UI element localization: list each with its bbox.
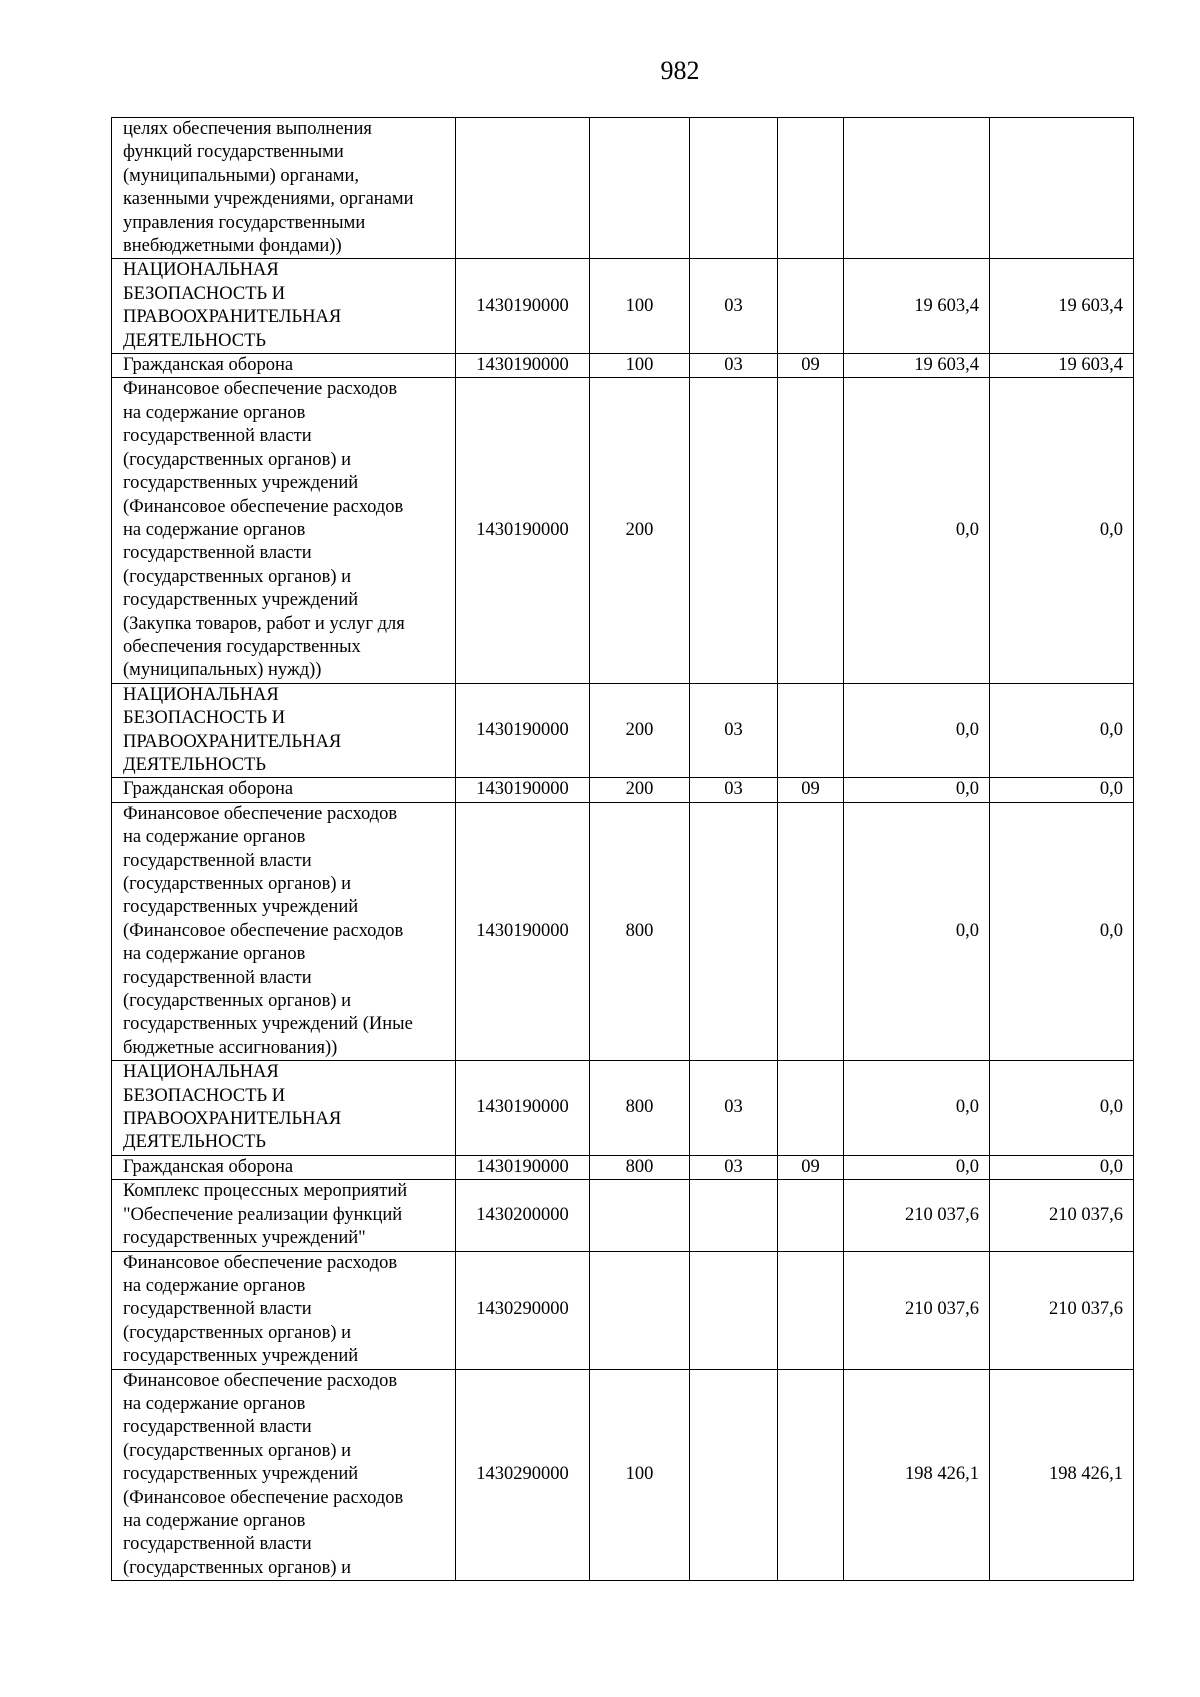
target-code-cell: 1430190000 [456, 354, 590, 378]
target-code-cell: 1430290000 [456, 1369, 590, 1581]
amount-2-cell: 198 426,1 [990, 1369, 1134, 1581]
subsection-cell [778, 1180, 844, 1251]
table-row [112, 1155, 1134, 1179]
section-cell: 03 [690, 778, 778, 802]
target-code-cell: 1430190000 [456, 683, 590, 778]
target-code-cell: 1430290000 [456, 1251, 590, 1369]
section-cell: 03 [690, 1155, 778, 1179]
row-name-cell: Финансовое обеспечение расходов на содержание органов государственной власти (государственных органов) и государственных учреждений [112, 1251, 456, 1369]
expense-type-cell: 100 [590, 354, 690, 378]
expense-type-cell [590, 118, 690, 259]
subsection-cell [778, 118, 844, 259]
section-cell [690, 1251, 778, 1369]
expense-type-cell: 200 [590, 683, 690, 778]
table-row [112, 378, 1134, 683]
expense-type-cell [590, 1251, 690, 1369]
amount-1-cell: 0,0 [844, 1155, 990, 1179]
table-row [112, 354, 1134, 378]
row-name-cell: НАЦИОНАЛЬНАЯ БЕЗОПАСНОСТЬ И ПРАВООХРАНИТЕЛЬНАЯ ДЕЯТЕЛЬНОСТЬ [112, 1061, 456, 1156]
subsection-cell [778, 259, 844, 354]
amount-1-cell: 19 603,4 [844, 354, 990, 378]
page-number: 982 [660, 56, 700, 85]
amount-2-cell: 0,0 [990, 683, 1134, 778]
target-code-cell [456, 118, 590, 259]
amount-1-cell: 0,0 [844, 802, 990, 1060]
amount-2-cell: 0,0 [990, 1061, 1134, 1156]
expense-type-cell: 200 [590, 778, 690, 802]
amount-2-cell [990, 118, 1134, 259]
section-cell [690, 118, 778, 259]
subsection-cell: 09 [778, 354, 844, 378]
subsection-cell [778, 1061, 844, 1156]
subsection-cell [778, 683, 844, 778]
subsection-cell [778, 1251, 844, 1369]
amount-2-cell: 19 603,4 [990, 354, 1134, 378]
table-row [112, 1180, 1134, 1251]
target-code-cell: 1430190000 [456, 259, 590, 354]
expense-type-cell: 800 [590, 802, 690, 1060]
amount-1-cell: 198 426,1 [844, 1369, 990, 1581]
expense-type-cell: 200 [590, 378, 690, 683]
section-cell [690, 1180, 778, 1251]
budget-table [111, 117, 1134, 1581]
section-cell: 03 [690, 259, 778, 354]
section-cell: 03 [690, 1061, 778, 1156]
expense-type-cell: 100 [590, 1369, 690, 1581]
section-cell: 03 [690, 683, 778, 778]
amount-1-cell: 0,0 [844, 378, 990, 683]
table-row [112, 1251, 1134, 1369]
expense-type-cell [590, 1180, 690, 1251]
amount-1-cell: 0,0 [844, 778, 990, 802]
table-row [112, 1061, 1134, 1156]
subsection-cell: 09 [778, 1155, 844, 1179]
row-name-cell: Гражданская оборона [112, 354, 456, 378]
budget-table-body [112, 118, 1134, 1581]
target-code-cell: 1430190000 [456, 802, 590, 1060]
row-name-cell: Комплекс процессных мероприятий "Обеспечение реализации функций государственных учреждений" [112, 1180, 456, 1251]
amount-2-cell: 0,0 [990, 1155, 1134, 1179]
amount-2-cell: 210 037,6 [990, 1251, 1134, 1369]
table-row [112, 259, 1134, 354]
table-row [112, 802, 1134, 1060]
amount-2-cell: 19 603,4 [990, 259, 1134, 354]
expense-type-cell: 800 [590, 1155, 690, 1179]
target-code-cell: 1430190000 [456, 378, 590, 683]
amount-1-cell: 210 037,6 [844, 1251, 990, 1369]
target-code-cell: 1430190000 [456, 1155, 590, 1179]
target-code-cell: 1430190000 [456, 1061, 590, 1156]
subsection-cell [778, 378, 844, 683]
subsection-cell [778, 802, 844, 1060]
amount-1-cell: 19 603,4 [844, 259, 990, 354]
section-cell [690, 802, 778, 1060]
target-code-cell: 1430200000 [456, 1180, 590, 1251]
amount-1-cell [844, 118, 990, 259]
amount-2-cell: 0,0 [990, 778, 1134, 802]
section-cell [690, 1369, 778, 1581]
table-row [112, 778, 1134, 802]
amount-2-cell: 0,0 [990, 802, 1134, 1060]
row-name-cell: НАЦИОНАЛЬНАЯ БЕЗОПАСНОСТЬ И ПРАВООХРАНИТЕЛЬНАЯ ДЕЯТЕЛЬНОСТЬ [112, 683, 456, 778]
amount-2-cell: 210 037,6 [990, 1180, 1134, 1251]
amount-2-cell: 0,0 [990, 378, 1134, 683]
expense-type-cell: 800 [590, 1061, 690, 1156]
row-name-cell: целях обеспечения выполнения функций государственными (муниципальными) органами, казенными учреждениями, органами управления государственными внебюджетными фондами)) [112, 118, 456, 259]
amount-1-cell: 0,0 [844, 1061, 990, 1156]
row-name-cell: Финансовое обеспечение расходов на содержание органов государственной власти (государственных органов) и государственных учреждений (Финансовое обеспечение расходов на содержание органов государственной власти (государственных органов) и государственных учреждений (Иные бюджетные ассигнования)) [112, 802, 456, 1060]
table-row [112, 118, 1134, 259]
subsection-cell: 09 [778, 778, 844, 802]
section-cell: 03 [690, 354, 778, 378]
amount-1-cell: 210 037,6 [844, 1180, 990, 1251]
table-row [112, 1369, 1134, 1581]
subsection-cell [778, 1369, 844, 1581]
target-code-cell: 1430190000 [456, 778, 590, 802]
row-name-cell: Финансовое обеспечение расходов на содержание органов государственной власти (государственных органов) и государственных учреждений (Финансовое обеспечение расходов на содержание органов государственной власти (государственных органов) и государственных учреждений (Закупка товаров, работ и услуг для обеспечения государственных (муниципальных) нужд)) [112, 378, 456, 683]
row-name-cell: Финансовое обеспечение расходов на содержание органов государственной власти (государственных органов) и государственных учреждений (Финансовое обеспечение расходов на содержание органов государственной власти (государственных органов) и [112, 1369, 456, 1581]
table-row [112, 683, 1134, 778]
amount-1-cell: 0,0 [844, 683, 990, 778]
expense-type-cell: 100 [590, 259, 690, 354]
row-name-cell: Гражданская оборона [112, 1155, 456, 1179]
row-name-cell: Гражданская оборона [112, 778, 456, 802]
row-name-cell: НАЦИОНАЛЬНАЯ БЕЗОПАСНОСТЬ И ПРАВООХРАНИТЕЛЬНАЯ ДЕЯТЕЛЬНОСТЬ [112, 259, 456, 354]
section-cell [690, 378, 778, 683]
